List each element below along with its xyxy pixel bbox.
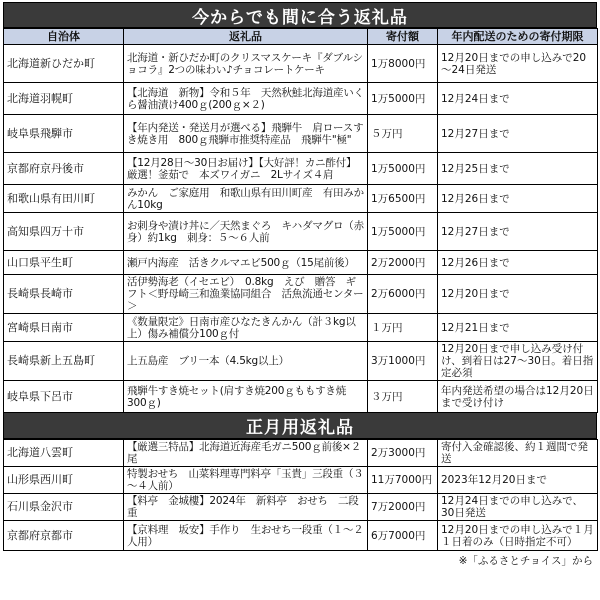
item-cell: 上五島産 ブリ一本（4.5kg以上） <box>124 342 368 381</box>
municipality-cell: 北海道八雲町 <box>4 440 124 467</box>
municipality-cell: 和歌山県有田川町 <box>4 185 124 213</box>
donation-cell: 2万2000円 <box>368 251 438 275</box>
column-header-item: 返礼品 <box>124 29 368 45</box>
table-row <box>4 185 598 213</box>
municipality-cell: 山形県西川町 <box>4 467 124 494</box>
table-row <box>4 494 598 521</box>
municipality-cell: 京都府京都市 <box>4 521 124 551</box>
gifts-table <box>3 28 598 413</box>
deadline-cell: 12月27日まで <box>438 213 598 251</box>
donation-cell: 1万8000円 <box>368 45 438 83</box>
table-row <box>4 213 598 251</box>
deadline-cell: 12月27日まで <box>438 115 598 153</box>
donation-cell: 1万5000円 <box>368 213 438 251</box>
donation-cell: 2万6000円 <box>368 275 438 314</box>
table-row <box>4 521 598 551</box>
column-header-municipality: 自治体 <box>4 29 124 45</box>
municipality-cell: 山口県平生町 <box>4 251 124 275</box>
table-header-row <box>4 29 598 45</box>
donation-cell: 1万6500円 <box>368 185 438 213</box>
donation-cell: 6万7000円 <box>368 521 438 551</box>
donation-cell: 1万5000円 <box>368 153 438 185</box>
deadline-cell: 12月20日まで <box>438 275 598 314</box>
table-row <box>4 467 598 494</box>
deadline-cell: 年内発送希望の場合は12月20日まで受け付け <box>438 381 598 413</box>
municipality-cell: 宮崎県日南市 <box>4 314 124 342</box>
deadline-cell: 12月21日まで <box>438 314 598 342</box>
donation-cell: 7万2000円 <box>368 494 438 521</box>
table-body-new-year <box>4 440 598 551</box>
table-row <box>4 381 598 413</box>
item-cell: 【北海道 新物】令和５年 天然秋鮭北海道産いくら醤油漬け400ｇ(200ｇ×２) <box>124 83 368 115</box>
municipality-cell: 北海道羽幌町 <box>4 83 124 115</box>
table-row <box>4 83 598 115</box>
item-cell: 【12月28日～30日お届け】【大好評！カニ酢付】厳選！釜茹で 本ズワイガニ 2Lサイズ４肩 <box>124 153 368 185</box>
item-cell: 【年内発送・発送月が選べる】飛騨牛 肩ロースすき焼き用 800ｇ飛騨市推奨特産品 飛騨牛"極" <box>124 115 368 153</box>
table-row <box>4 115 598 153</box>
item-cell: 活伊勢海老（イセエビ） 0.8kg えび 贈答 ギフト＜野母崎三和漁業協同組合 活魚流通センター＞ <box>124 275 368 314</box>
donation-cell: 1万5000円 <box>368 83 438 115</box>
table-row <box>4 45 598 83</box>
deadline-cell: 12月25日まで <box>438 153 598 185</box>
donation-cell: 2万3000円 <box>368 440 438 467</box>
municipality-cell: 岐阜県飛騨市 <box>4 115 124 153</box>
deadline-cell: 12月26日まで <box>438 185 598 213</box>
deadline-cell: 12月26日まで <box>438 251 598 275</box>
deadline-cell: 12月20日まで申し込み受け付け、到着日は27～30日。着日指定必須 <box>438 342 598 381</box>
item-cell: 《数量限定》日南市産ひなたきんかん（計３kg以上）傷み補償分100ｇ付 <box>124 314 368 342</box>
item-cell: 北海道・新ひだか町のクリスマスケーキ『ダブルショコラ』2つの味わい♪チョコレートケーキ <box>124 45 368 83</box>
list-container <box>3 2 597 567</box>
deadline-cell: 12月24日までの申し込みで、30日発送 <box>438 494 598 521</box>
item-cell: 【厳選三特品】北海道近海産毛ガニ500ｇ前後×２尾 <box>124 440 368 467</box>
municipality-cell: 石川県金沢市 <box>4 494 124 521</box>
page-title: 今からでも間に合う返礼品 <box>3 2 597 28</box>
item-cell: 特製おせち 山菜料理専門料亭「玉貴」三段重（３～４人前） <box>124 467 368 494</box>
section-title-new-year: 正月用返礼品 <box>3 413 597 439</box>
table-body <box>4 45 598 413</box>
donation-cell: １万円 <box>368 314 438 342</box>
table-row <box>4 342 598 381</box>
table-row <box>4 440 598 467</box>
item-cell: 【料亭 金城樓】2024年 新料亭 おせち 二段重 <box>124 494 368 521</box>
new-year-table <box>3 439 598 551</box>
donation-cell: ５万円 <box>368 115 438 153</box>
municipality-cell: 岐阜県下呂市 <box>4 381 124 413</box>
item-cell: 瀬戸内海産 活きクルマエビ500ｇ（15尾前後） <box>124 251 368 275</box>
donation-cell: 11万7000円 <box>368 467 438 494</box>
column-header-donation: 寄付額 <box>368 29 438 45</box>
table-row <box>4 314 598 342</box>
table-row <box>4 251 598 275</box>
source-note: ※「ふるさとチョイス」から <box>458 555 593 567</box>
item-cell: 【京料理 坂安】手作り 生おせち一段重（１～２人用） <box>124 521 368 551</box>
municipality-cell: 高知県四万十市 <box>4 213 124 251</box>
item-cell: 飛騨牛すき焼セット(肩すき焼200ｇももすき焼 300ｇ) <box>124 381 368 413</box>
deadline-cell: 12月24日まで <box>438 83 598 115</box>
deadline-cell: 12月20日までの申し込みで１月１日着のみ（日時指定不可） <box>438 521 598 551</box>
table-row <box>4 153 598 185</box>
deadline-cell: 2023年12月20日まで <box>438 467 598 494</box>
donation-cell: 3万1000円 <box>368 342 438 381</box>
municipality-cell: 長崎県長崎市 <box>4 275 124 314</box>
column-header-deadline: 年内配送のための寄付期限 <box>438 29 598 45</box>
donation-cell: ３万円 <box>368 381 438 413</box>
municipality-cell: 長崎県新上五島町 <box>4 342 124 381</box>
municipality-cell: 北海道新ひだか町 <box>4 45 124 83</box>
deadline-cell: 12月20日までの申し込みで20～24日発送 <box>438 45 598 83</box>
item-cell: お刺身や漬け丼に／天然まぐろ キハダマグロ（赤身）約1kg 刺身：５～６人前 <box>124 213 368 251</box>
deadline-cell: 寄付入金確認後、約１週間で発送 <box>438 440 598 467</box>
item-cell: みかん ご家庭用 和歌山県有田川町産 有田みかん10kg <box>124 185 368 213</box>
municipality-cell: 京都府京丹後市 <box>4 153 124 185</box>
table-row <box>4 275 598 314</box>
